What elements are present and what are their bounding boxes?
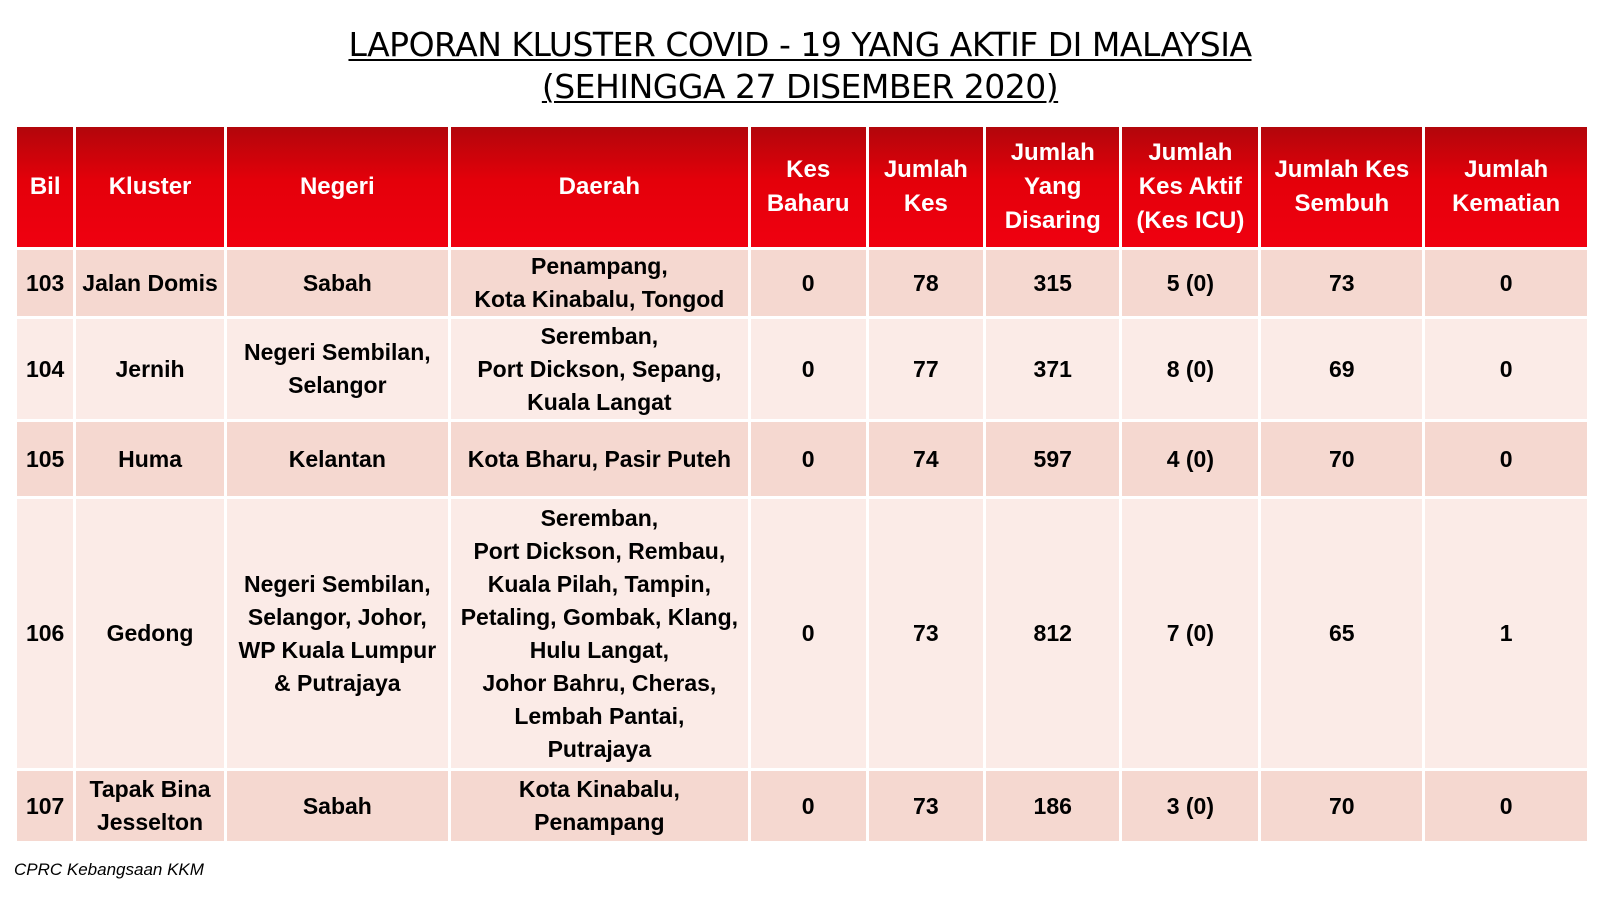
table-row: [17, 422, 1587, 496]
report-title-line2: (SEHINGGA 27 DISEMBER 2020): [541, 67, 1059, 106]
cell-kes-sembuh: 69: [1261, 319, 1422, 419]
header-negeri: Negeri: [227, 127, 448, 247]
cell-kluster: Huma: [76, 422, 223, 496]
cell-jumlah-kes: 73: [869, 499, 984, 768]
cell-daerah: Seremban, Port Dickson, Sepang, Kuala Langat: [451, 319, 748, 419]
cell-kes-sembuh: 70: [1261, 771, 1422, 841]
cell-jumlah-disaring: 597: [986, 422, 1119, 496]
cell-negeri: Negeri Sembilan, Selangor: [227, 319, 448, 419]
cell-negeri: Negeri Sembilan, Selangor, Johor, WP Kuala Lumpur & Putrajaya: [227, 499, 448, 768]
cell-daerah: Seremban, Port Dickson, Rembau, Kuala Pilah, Tampin, Petaling, Gombak, Klang, Hulu Langat, Johor Bahru, Cheras, Lembah Pantai, Putrajaya: [451, 499, 748, 768]
cell-bil: 105: [17, 422, 73, 496]
cell-kes-aktif: 3 (0): [1122, 771, 1258, 841]
cell-kematian: 0: [1425, 771, 1587, 841]
cell-kematian: 1: [1425, 499, 1587, 768]
cell-jumlah-disaring: 812: [986, 499, 1119, 768]
cell-kes-baharu: 0: [751, 319, 866, 419]
cell-kes-baharu: 0: [751, 771, 866, 841]
header-kes-baharu: Kes Baharu: [751, 127, 866, 247]
cell-kes-sembuh: 73: [1261, 250, 1422, 316]
cell-jumlah-kes: 73: [869, 771, 984, 841]
cell-kes-baharu: 0: [751, 250, 866, 316]
cell-jumlah-kes: 74: [869, 422, 984, 496]
table-row: [17, 319, 1587, 419]
header-kes-sembuh: Jumlah Kes Sembuh: [1261, 127, 1422, 247]
header-kluster: Kluster: [76, 127, 223, 247]
table-header-row: [17, 127, 1587, 247]
cell-kes-sembuh: 65: [1261, 499, 1422, 768]
cluster-table: [14, 124, 1590, 844]
cell-kes-baharu: 0: [751, 499, 866, 768]
cell-kematian: 0: [1425, 319, 1587, 419]
cell-bil: 103: [17, 250, 73, 316]
cell-negeri: Sabah: [227, 250, 448, 316]
cell-daerah: Kota Kinabalu, Penampang: [451, 771, 748, 841]
header-bil: Bil: [17, 127, 73, 247]
table-row: [17, 771, 1587, 841]
cell-kematian: 0: [1425, 422, 1587, 496]
cell-kluster: Tapak Bina Jesselton: [76, 771, 223, 841]
cell-bil: 107: [17, 771, 73, 841]
table-row: [17, 499, 1587, 768]
cell-kes-baharu: 0: [751, 422, 866, 496]
cell-jumlah-disaring: 186: [986, 771, 1119, 841]
header-kes-aktif: Jumlah Kes Aktif (Kes ICU): [1122, 127, 1258, 247]
cell-jumlah-disaring: 315: [986, 250, 1119, 316]
report-title-line1: LAPORAN KLUSTER COVID - 19 YANG AKTIF DI MALAYSIA: [348, 25, 1252, 64]
cell-jumlah-disaring: 371: [986, 319, 1119, 419]
cell-bil: 106: [17, 499, 73, 768]
cell-negeri: Sabah: [227, 771, 448, 841]
cell-kematian: 0: [1425, 250, 1587, 316]
header-jumlah-kes: Jumlah Kes: [869, 127, 984, 247]
cell-kluster: Jalan Domis: [76, 250, 223, 316]
cell-kes-sembuh: 70: [1261, 422, 1422, 496]
cell-daerah: Penampang, Kota Kinabalu, Tongod: [451, 250, 748, 316]
cell-jumlah-kes: 78: [869, 250, 984, 316]
report-title: [0, 24, 1600, 108]
cell-kes-aktif: 8 (0): [1122, 319, 1258, 419]
cell-kluster: Jernih: [76, 319, 223, 419]
cell-bil: 104: [17, 319, 73, 419]
cell-kes-aktif: 4 (0): [1122, 422, 1258, 496]
cell-daerah: Kota Bharu, Pasir Puteh: [451, 422, 748, 496]
cell-kluster: Gedong: [76, 499, 223, 768]
cell-negeri: Kelantan: [227, 422, 448, 496]
cell-kes-aktif: 5 (0): [1122, 250, 1258, 316]
source-credit: CPRC Kebangsaan KKM: [14, 860, 204, 879]
header-kematian: Jumlah Kematian: [1425, 127, 1587, 247]
header-daerah: Daerah: [451, 127, 748, 247]
cell-kes-aktif: 7 (0): [1122, 499, 1258, 768]
header-jumlah-disaring: Jumlah Yang Disaring: [986, 127, 1119, 247]
cell-jumlah-kes: 77: [869, 319, 984, 419]
table-row: [17, 250, 1587, 316]
